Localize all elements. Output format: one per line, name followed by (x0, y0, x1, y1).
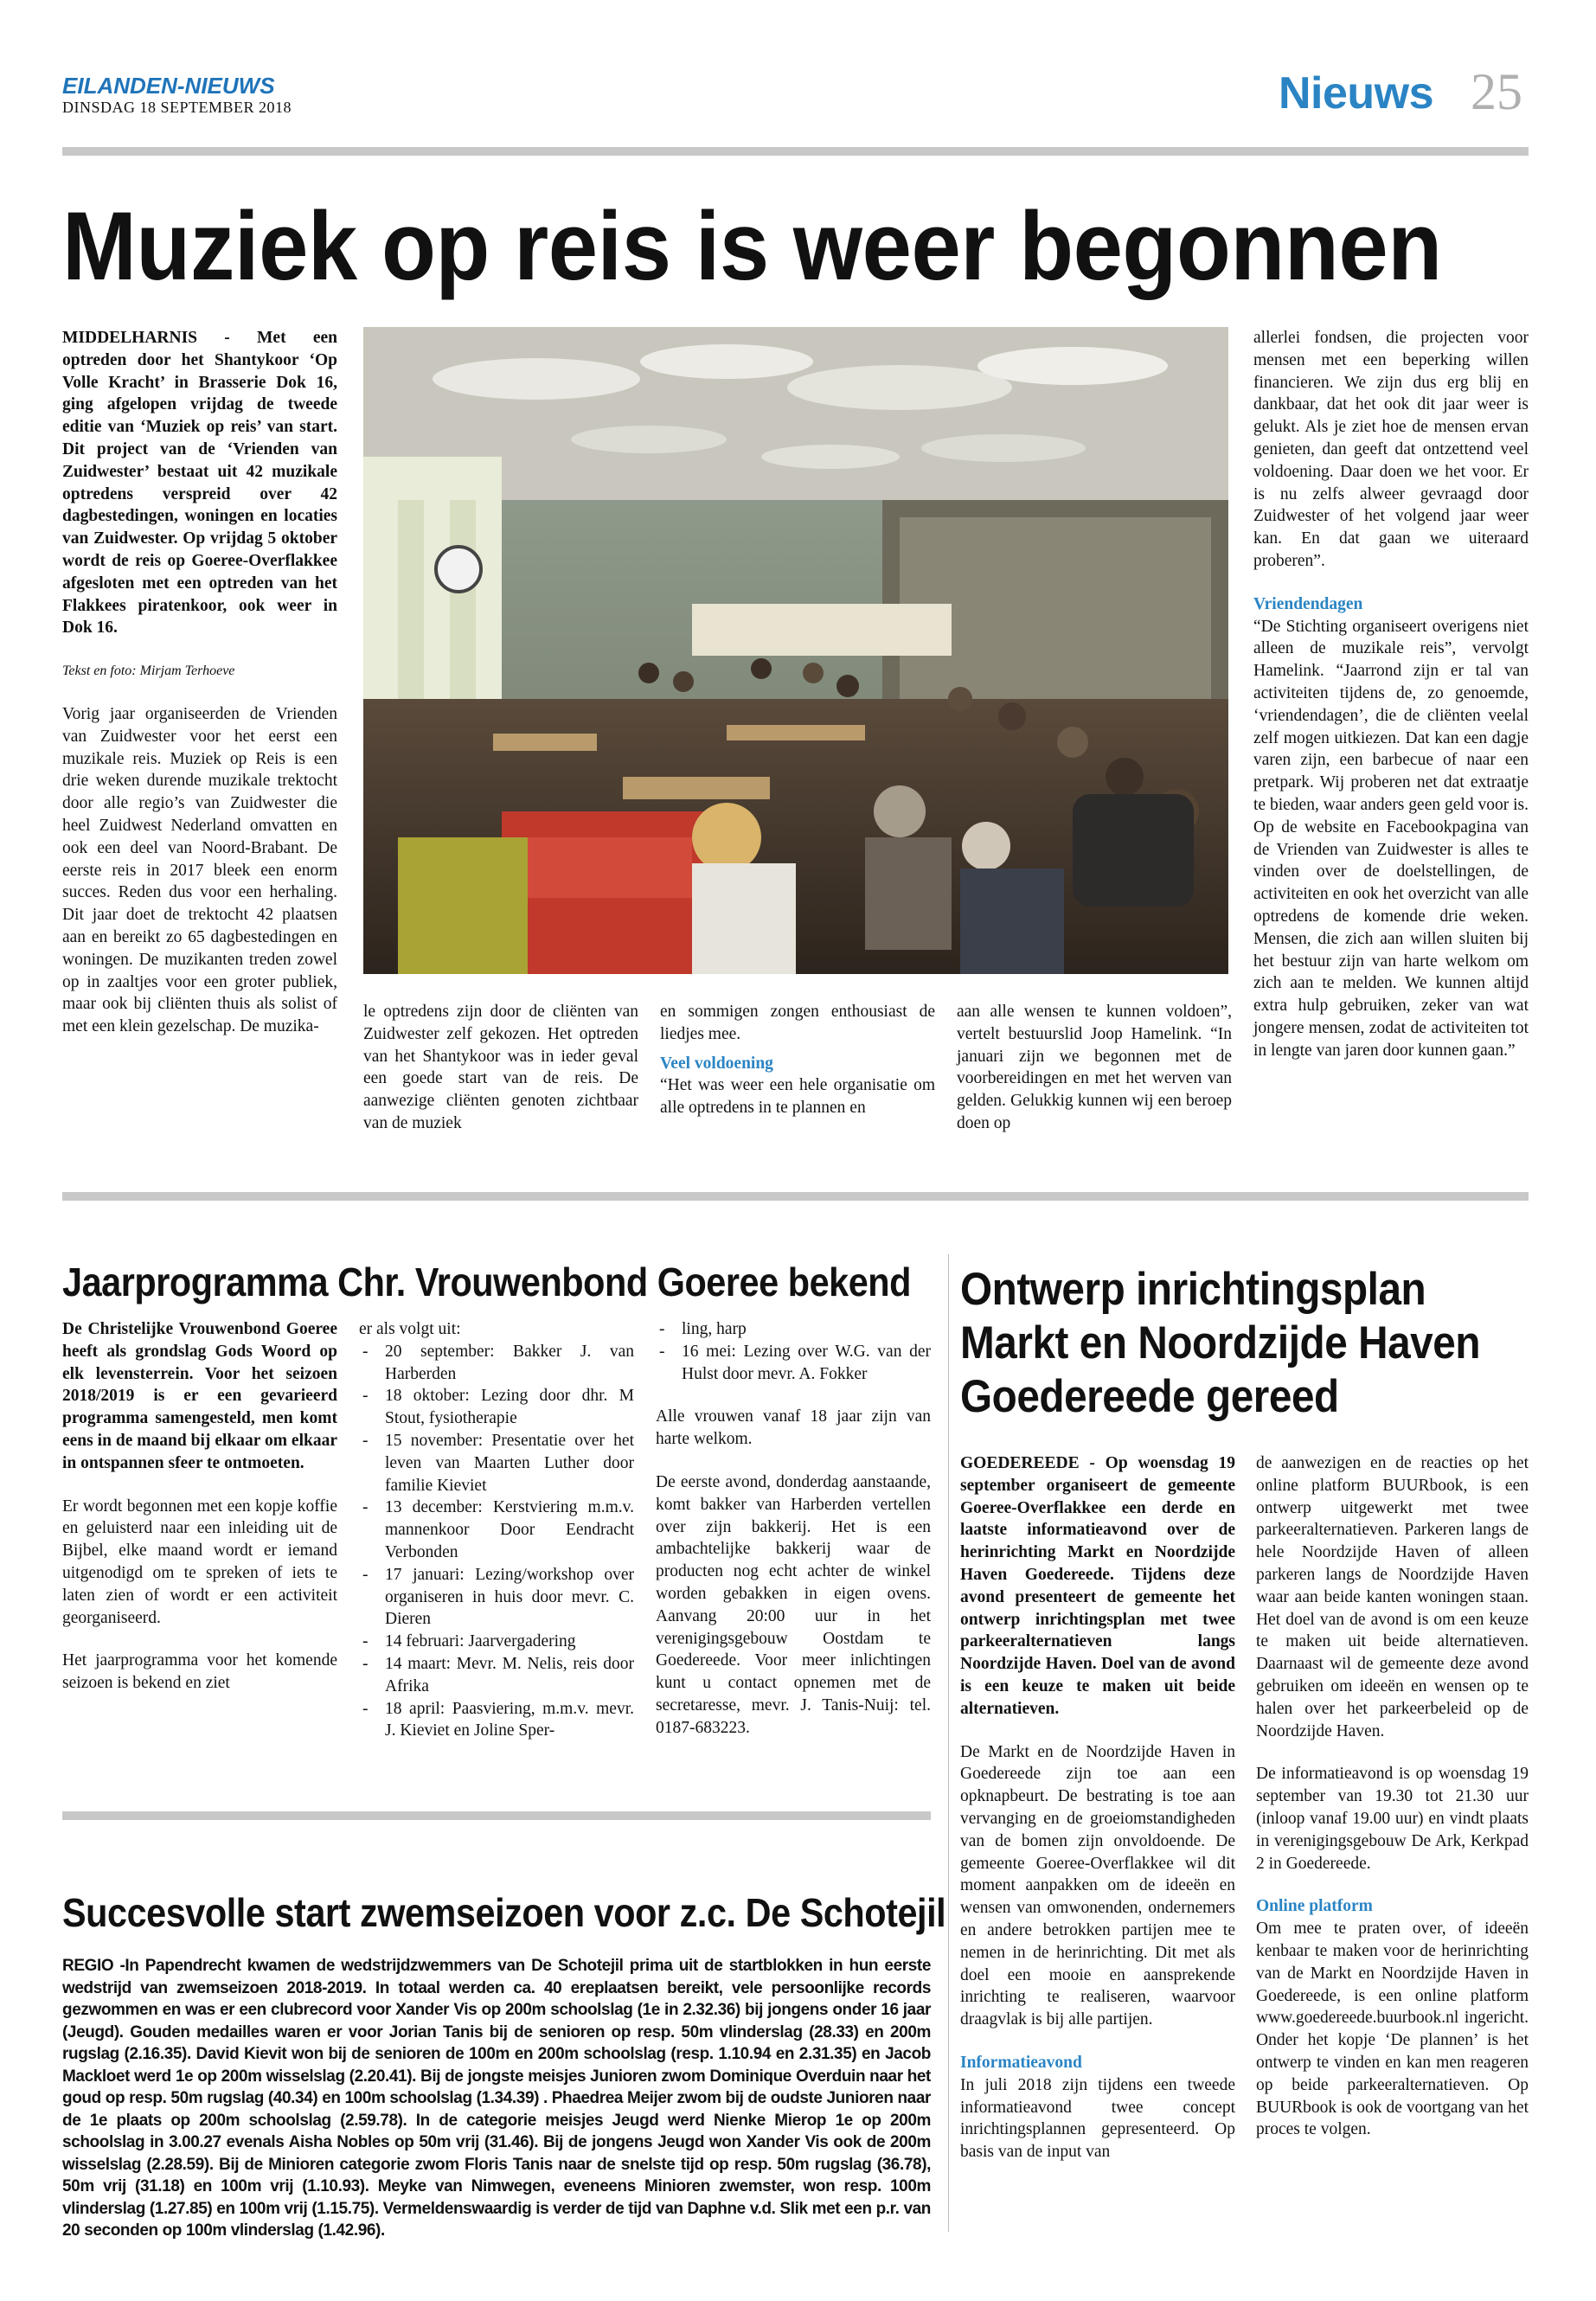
article-column-1 (62, 327, 337, 1059)
list-item: - 16 mei: Lezing over W.G. van der Hulst door mevr. A. Fokker (656, 1341, 931, 1386)
article-body: “Het was weer een hele organisatie om alle optredens in te plannen en (660, 1076, 935, 1118)
article-headline: Succesvolle start zwemseizoen voor z.c. De Schotejil (62, 1890, 946, 1935)
concert-photo-illustration (363, 327, 1228, 974)
column-divider (948, 1254, 949, 2232)
headline-line: Ontwerp inrichtingsplan (960, 1264, 1426, 1315)
list-item: - 14 februari: Jaarvergadering (359, 1631, 634, 1653)
newspaper-logo: EILANDEN-NIEUWS (62, 73, 275, 99)
article-subhead: Informatieavond (960, 2053, 1082, 2072)
article-body: allerlei fondsen, die projecten voor mensen met een beperking willen financieren. We zijn dus erg blij en dankbaar, dat het ook dit jaar weer is gelukt. Als je ziet hoe de mensen ervan genieten, dan geeft dat ontzettend veel voldoening. Daar doen we het voor. Er is nu zelfs alweer gevraagd door Zuidwester of het volgend jaar weer kan. En dat gaan we uiteraard proberen”. (1253, 329, 1529, 570)
program-intro: er als volgt uit: (359, 1320, 461, 1338)
article-body: Om mee te praten over, of ideeën kenbaar te maken voor de herinrichting van de Markt en Noordzijde Haven in Goedereede, is een online platform www.goedereede.buurbook.nl ingericht. Onder het kopje ‘De plannen’ is het ontwerp te vinden en kan men reageren op beide parkeeralternatieven. Op BUURbook is ook de voortgang van het proces te volgen. (1256, 1920, 1529, 2139)
article-column-4 (957, 1001, 1232, 1156)
article-body: Alle vrouwen vanaf 18 jaar zijn van harte welkom. (656, 1407, 931, 1449)
article-column-2 (1256, 1452, 1529, 2162)
article-body: REGIO -In Papendrecht kwamen de wedstrijdzwemmers van De Schotejil prima uit de startblokken in hun eerste wedstrijd van zwemseizoen 2018-2019. In totaal werden ca. 40 ereplaatsen bereikt, vele persoonlijke records gezwommen en was er een clubrecord voor Xander Vis op 200m schoolslag (1e in 2.32.36) bij jongens onder 16 jaar (Jeugd). Gouden medailles waren er voor Jorian Tanis bij de senioren op resp. 50m vlinderslag (28.33) en 200m rugslag (2.16.35). David Kievit won bij de senioren de 100m en 200m schoolslag (resp. 1.10.94 en 2.31.35) en Jacob Mackloet werd 1e op 200m wisselslag (2.20.41). Bij de jongste meisjes Junioren zwom Dominique Overduin naar het goud op resp. 50m rugslag (40.34) en 100m schoolslag (1.34.39) . Phaedrea Meijer zwom bij de oudste Junioren naar de 1e plaats op 200m schoolslag (2.59.78). In de categorie meisjes Jeugd werd Nienke Mierop 1e op 200m schoolslag in 3.00.27 evenals Aisha Nobles op 50m vrij (31.46). Bij de jongens Jeugd won Xander Vis ook de 200m wisselslag (2.28.59). Bij de Minioren categorie zwom Floris Tanis naar de snelste tijd op resp. 50m rugslag (36.78), 50m vrij (31.18) en 100m vrij (1.10.93). Meyke van Nimwegen, eveneens Minioren zwemster, won resp. 100m vlinderslag (1.27.85) en 100m vrij (1.15.75). Vermeldenswaardig is verder de tijd van Daphne v.d. Slik met een p.r. van 20 seconden op 100m vlinderslag (1.42.96). (62, 1957, 931, 2240)
article-subhead: Vriendendagen (1253, 594, 1363, 613)
program-list (656, 1318, 931, 1385)
article-body: De eerste avond, donderdag aanstaande, komt bakker van Harberden vertellen over zijn bakkerij. Het is een ambachtelijke bakkerij waar de producten nog echt achter de winkel worden gebakken in eigen ovens. Aanvang 20:00 uur in het verenigingsgebouw Oostdam te Goedereede. Voor meer inlichtingen kunt u contact opnemen met de secretaresse, mevr. J. Tanis-Nuij: tel. 0187-683223. (656, 1472, 931, 1737)
photo-credit: Tekst en foto: Mirjam Terhoeve (62, 663, 235, 679)
article-body: Vorig jaar organiseerden de Vrienden van Zuidwester voor het eerst een muzikale reis. Muziek op Reis is een drie weken durende muzikale trektocht door alle regio’s van Zuidwester die heel Zuidwest Nederland omvatten en ook een deel van Noord-Brabant. De eerste reis in 2017 bleek een enorm succes. Reden dus voor een herhaling. Dit jaar doet de trektocht 42 plaatsen aan en bereikt zo 65 dagbestedingen en woningen. De muzikanten treden zowel op in zaaltjes voor een groter publiek, maar ook bij cliënten thuis als solist of met een klein gezelschap. De muzika- (62, 704, 337, 1036)
article-headline (960, 1263, 1480, 1424)
article-body: “De Stichting organiseert overigens niet alleen de muzikale reis”, vervolgt Hamelink. “Jaarrond zijn er tal van activiteiten tijdens de, zo genoemde, ‘vriendendagen’, die de cliënten veelal zelf mogen uitkiezen. Dat kan een dagje varen zijn, een barbecue of naar een pretpark. Wij proberen net dat extraatje te bieden, waar anders geen geld voor is. Op de website en Facebookpagina van de Vrienden van Zuidwester is alles te vinden over de doelstellingen, de activiteiten en ook het overzicht van alle optredens de komende drie weken. Mensen, die zich aan willen sluiten bij het bestuur zijn van harte welkom om zich aan te melden. We kunnen altijd extra hulp gebruiken, zeker van wat jongere mensen, zodat de activiteiten tot in lengte van jaren door kunnen gaan.” (1253, 617, 1529, 1060)
list-item: - 15 november: Presentatie over het leven van Maarten Luther door familie Kieviet (359, 1430, 634, 1497)
article-body: In juli 2018 zijn tijdens een tweede informatieavond twee concept inrichtingsplannen gepresenteerd. Op basis van de input van (960, 2075, 1235, 2162)
article-column-3 (660, 1001, 935, 1140)
article-body: De informatieavond is op woensdag 19 september van 19.30 tot 21.30 uur (inloop vanaf 19.00 uur) en vindt plaats in verenigingsgebouw De Ark, Kerkpad 2 in Goedereede. (1256, 1765, 1529, 1873)
article-subhead: Veel voldoening (660, 1054, 773, 1073)
article-body: de aanwezigen en de reacties op het online platform BUURbook, is een ontwerp uitgewerkt met twee parkeeralternatieven. Parkeren langs de hele Noordzijde Haven of alleen parkeren langs de Noordzijde Haven waar aan beide kanten woningen staan. Het doel van de avond is om een keuze te maken uit beide alternatieven. Daarnaast wil de gemeente deze avond gebruiken om ideeën en wensen op te halen over het parkeerbeleid op de Noordzijde Haven. (1256, 1454, 1529, 1740)
article-body: le optredens zijn door de cliënten van Zuidwester zelf gekozen. Het optreden van het Shantykoor was in ieder geval een goede start van de reis. De aanwezige cliënten genoten zichtbaar van de muziek (363, 1003, 638, 1132)
article-column-3 (656, 1318, 931, 1760)
article-lead: GOEDEREEDE - Op woensdag 19 september organiseert de gemeente Goeree-Overflakkee een derde en laatste informatieavond over de herinrichting Markt en Noordzijde Haven Goedereede. Tijdens deze avond presenteert de gemeente het ontwerp inrichtingsplan met twee parkeeralternatieven langs Noordzijde Haven. Doel van de avond is een keuze te maken uit beide alternatieven. (960, 1454, 1235, 1718)
article-lead: De Christelijke Vrouwenbond Goeree heeft als grondslag Gods Woord op elk levensterrein. Voor het seizoen 2018/2019 is er een gevarieerd programma samengesteld, men komt eens in de maand bij elkaar om elkaar in ontspannen sfeer te ontmoeten. (62, 1320, 337, 1472)
article-body: De Markt en de Noordzijde Haven in Goedereede zijn toe aan een opknapbeurt. De bestrating is toe aan vervanging en de groeiomstandigheden van de bomen zijn onvoldoende. De gemeente Goeree-Overflakkee wil dit moment aanpakken om de ideeën en wensen van omwonenden, ondernemers en andere betrokken partijen mee te nemen in de herinrichting. Dit met als doel een mooie en aansprekende inrichting te realiseren, waarvoor draagvlak is bij alle partijen. (960, 1742, 1235, 2029)
page-number: 25 (1471, 63, 1522, 120)
article-subhead: Online platform (1256, 1897, 1373, 1916)
article-headline: Muziek op reis is weer begonnen (62, 192, 1442, 300)
headline-line: Goedereede gereed (960, 1371, 1339, 1422)
headline-line: Markt en Noordzijde Haven (960, 1317, 1481, 1368)
list-item: - 18 oktober: Lezing door dhr. M Stout, fysiotherapie (359, 1385, 634, 1430)
article-body: aan alle wensen te kunnen voldoen”, vertelt bestuurslid Joop Hamelink. “In januari zijn we begonnen met de voorbereidingen en met het werven van gelden. Gelukkig kunnen wij een beroep doen op (957, 1003, 1232, 1132)
article-lead: MIDDELHARNIS - Met een optreden door het Shantykoor ‘Op Volle Kracht’ in Brasserie Dok 16, ging afgelopen vrijdag de tweede editie van ‘Muziek op reis’ van start. Dit project van de ‘Vrienden van Zuidwester’ bestaat uit 42 muzikale optredens verspreid over 42 dagbestedingen, woningen en locaties van Zuidwester. Op vrijdag 5 oktober wordt de reis op Goeree-Overflakkee afgesloten met een optreden van het Flakkees piratenkoor, ook weer in Dok 16. (62, 329, 337, 638)
article-column-5 (1253, 327, 1529, 1083)
article-column-1 (960, 1452, 1235, 2184)
article-column-1 (62, 1318, 337, 1715)
list-item-continued: - ling, harp (656, 1318, 931, 1341)
article-column-2 (363, 1001, 638, 1156)
article-photo (363, 327, 1228, 974)
article-body: Er wordt begonnen met een kopje koffie en geluisterd naar een inleiding uit de Bijbel, elke maand wordt er iemand uitgenodigd om te spreken of iets te laten zien of wordt er een activiteit georganiseerd. (62, 1497, 337, 1627)
article-body: en sommigen zongen enthousiast de liedjes mee. (660, 1003, 935, 1043)
masthead-rule (62, 147, 1529, 156)
list-item: - 14 maart: Mevr. M. Nelis, reis door Afrika (359, 1653, 634, 1698)
section-rule (62, 1811, 931, 1820)
article-body: Het jaarprogramma voor het komende seizoen is bekend en ziet (62, 1651, 337, 1693)
section-rule (62, 1192, 1529, 1201)
list-item: - 17 januari: Lezing/workshop over organiseren in huis door mevr. C. Dieren (359, 1564, 634, 1631)
article-column-2 (359, 1318, 634, 1763)
list-item: - 13 december: Kerstviering m.m.v. mannenkoor Door Eendracht Verbonden (359, 1497, 634, 1563)
section-label: Nieuws (1279, 68, 1434, 119)
article-headline: Jaarprogramma Chr. Vrouwenbond Goeree bekend (62, 1259, 911, 1304)
issue-date: DINSDAG 18 SEPTEMBER 2018 (62, 99, 292, 116)
program-list (359, 1341, 634, 1742)
list-item: - 20 september: Bakker J. van Harberden (359, 1341, 634, 1386)
list-item: - 18 april: Paasviering, m.m.v. mevr. J. Kieviet en Joline Sper- (359, 1698, 634, 1743)
